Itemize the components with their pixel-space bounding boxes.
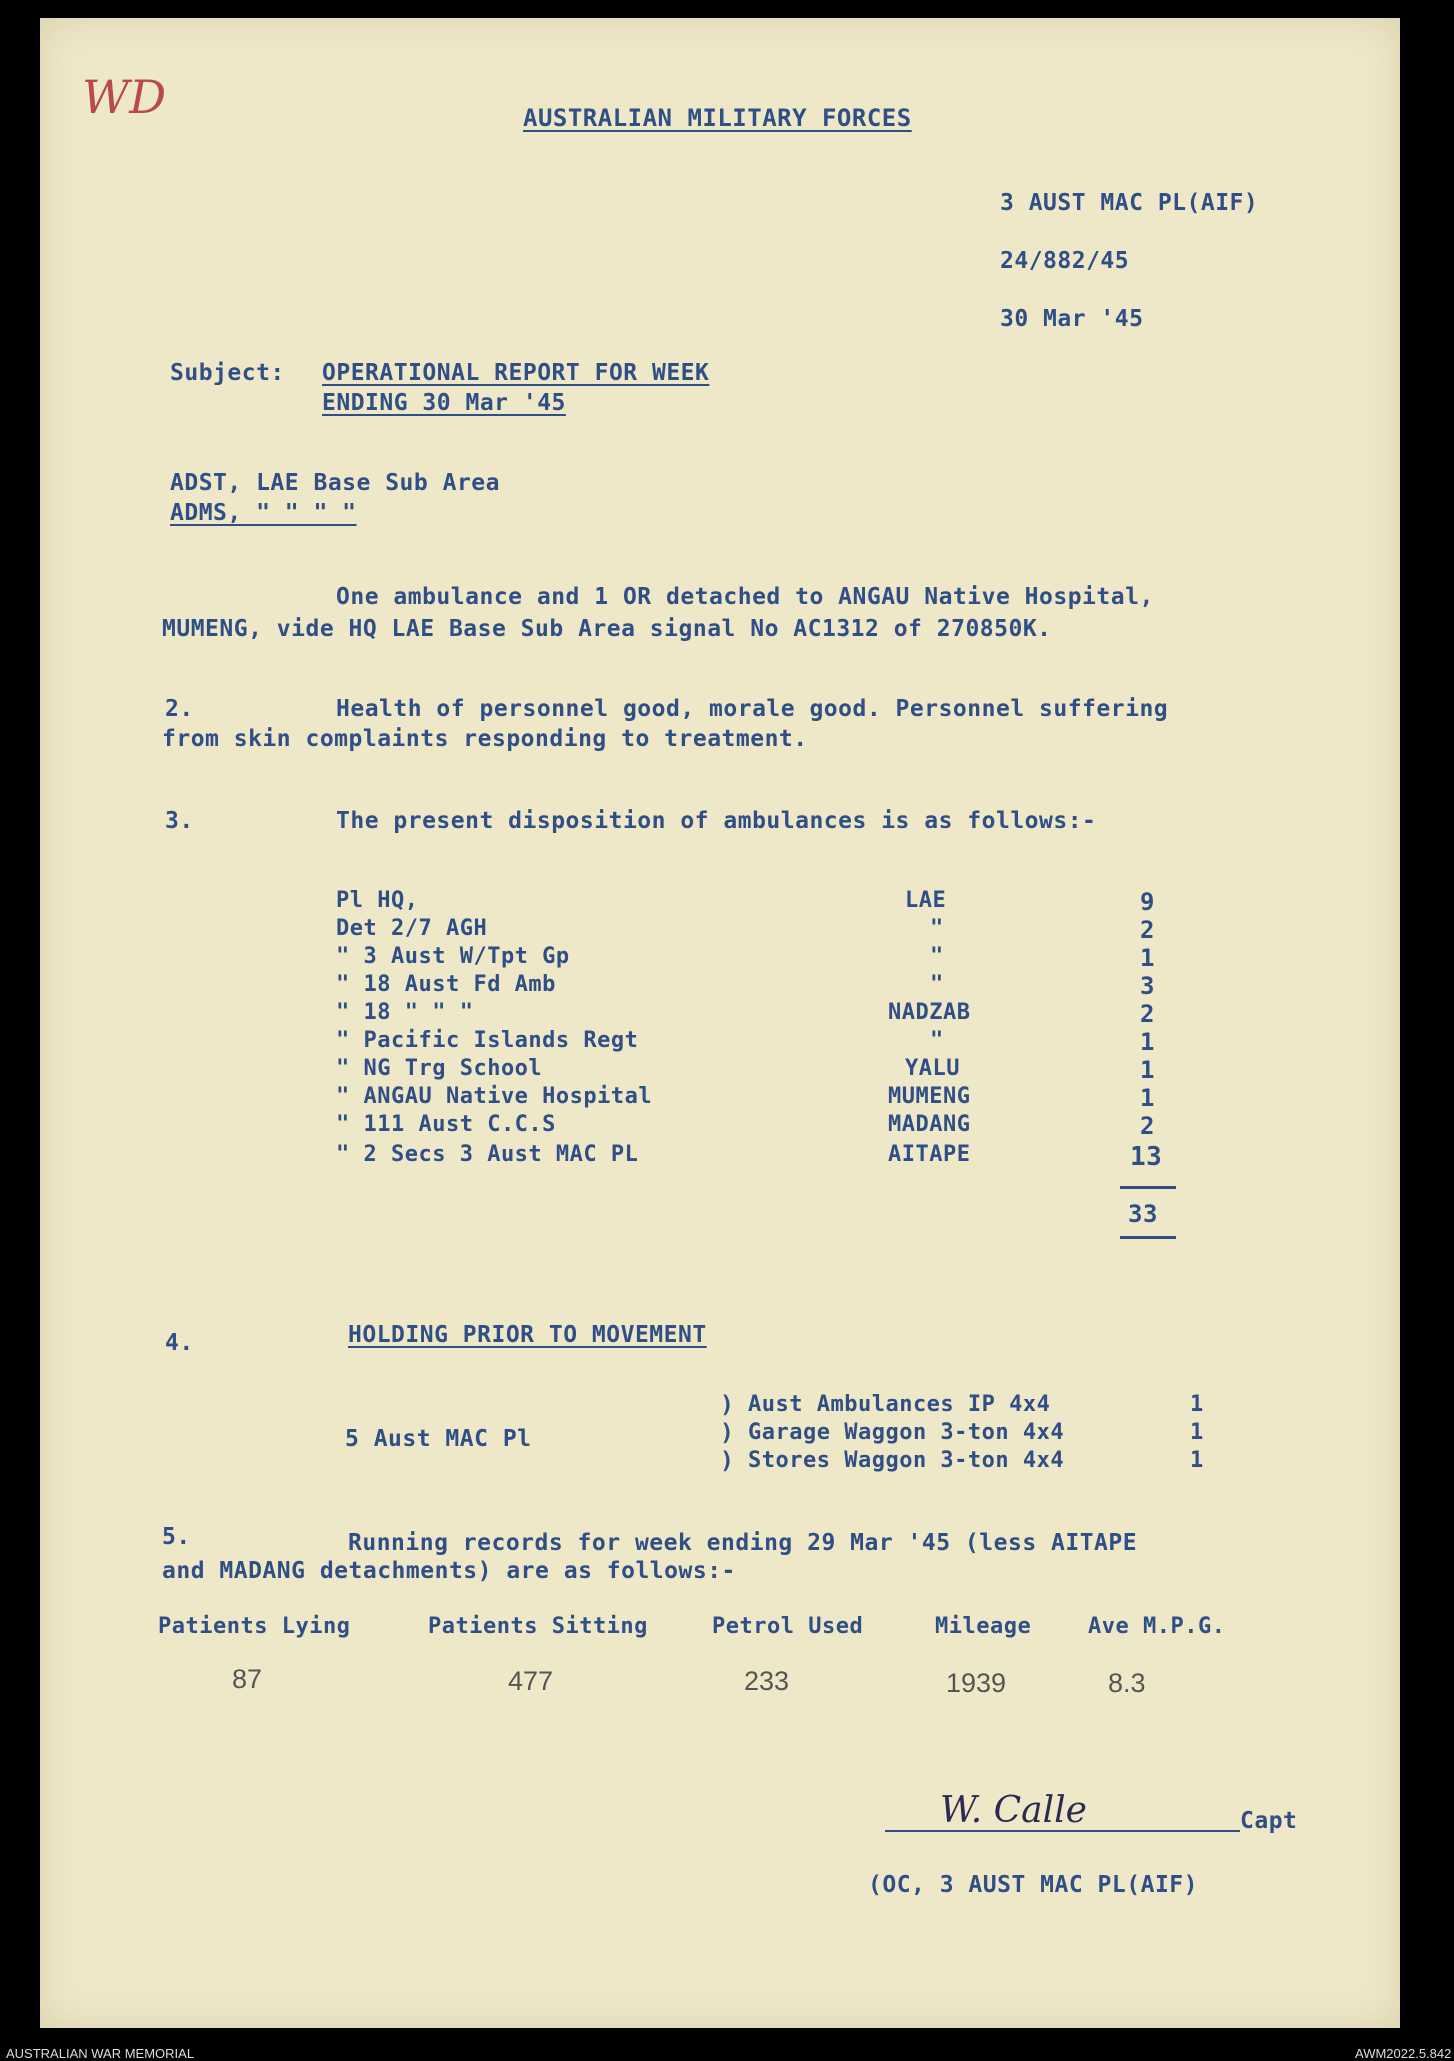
records-value: 8.3 bbox=[1108, 1668, 1146, 1698]
records-header: Patients Sitting bbox=[428, 1614, 648, 1639]
records-value: 477 bbox=[508, 1666, 554, 1696]
row-unit: " 18 " " " bbox=[336, 1000, 474, 1025]
para2-line-1: Health of personnel good, morale good. Personnel suffering bbox=[336, 696, 1169, 722]
table-row bbox=[0, 916, 1454, 946]
row-location: MUMENG bbox=[888, 1084, 971, 1109]
handwritten-annotation: WD bbox=[82, 70, 167, 124]
total-rule-bottom bbox=[1120, 1236, 1176, 1239]
row-location: LAE bbox=[905, 888, 947, 913]
row-location: " bbox=[930, 944, 944, 969]
row-unit: " 111 Aust C.C.S bbox=[336, 1112, 556, 1137]
records-value: 233 bbox=[744, 1666, 790, 1696]
subject-line-2: ENDING 30 Mar '45 bbox=[322, 390, 566, 416]
row-unit: Pl HQ, bbox=[336, 888, 419, 913]
table-row bbox=[0, 1112, 1454, 1142]
total-rule-top bbox=[1120, 1186, 1176, 1189]
row-location: MADANG bbox=[888, 1112, 971, 1137]
para5-line-1: Running records for week ending 29 Mar '45 (less AITAPE bbox=[348, 1530, 1138, 1556]
row-quantity: 1 bbox=[1140, 1028, 1155, 1056]
row-quantity: 1 bbox=[1140, 1056, 1155, 1084]
row-quantity: 1 bbox=[1140, 944, 1155, 972]
row-quantity: 9 bbox=[1140, 888, 1155, 916]
row-location: AITAPE bbox=[888, 1142, 971, 1167]
records-header: Patients Lying bbox=[158, 1614, 351, 1639]
addressee-2: ADMS, " " " " bbox=[170, 500, 357, 526]
para2-line-2: from skin complaints responding to treatment. bbox=[162, 726, 808, 752]
row-quantity: 13 bbox=[1130, 1142, 1163, 1172]
document-date: 30 Mar '45 bbox=[1000, 306, 1144, 332]
brace-3: ) bbox=[720, 1448, 735, 1474]
row-unit: " ANGAU Native Hospital bbox=[336, 1084, 653, 1109]
para1-line-1: One ambulance and 1 OR detached to ANGAU Native Hospital, bbox=[336, 584, 1154, 610]
subject-label: Subject: bbox=[170, 360, 285, 386]
row-location: NADZAB bbox=[888, 1000, 971, 1025]
signatory-rank: Capt bbox=[1240, 1808, 1298, 1834]
records-header: Ave M.P.G. bbox=[1088, 1614, 1226, 1639]
table-row bbox=[0, 1056, 1454, 1086]
disposition-total: 33 bbox=[1128, 1200, 1158, 1228]
row-unit: " Pacific Islands Regt bbox=[336, 1028, 639, 1053]
holding-item-qty: 1 bbox=[1190, 1392, 1204, 1417]
holding-item-desc: Stores Waggon 3-ton 4x4 bbox=[748, 1448, 1065, 1473]
para2-number: 2. bbox=[165, 696, 194, 722]
table-row bbox=[0, 944, 1454, 974]
row-quantity: 3 bbox=[1140, 972, 1155, 1000]
row-location: " bbox=[930, 972, 944, 997]
table-row bbox=[0, 1142, 1454, 1172]
row-unit: Det 2/7 AGH bbox=[336, 916, 488, 941]
unit-designation: 3 AUST MAC PL(AIF) bbox=[1000, 190, 1259, 216]
holding-item-qty: 1 bbox=[1190, 1448, 1204, 1473]
signatory-designation: (OC, 3 AUST MAC PL(AIF) bbox=[868, 1872, 1198, 1898]
row-quantity: 2 bbox=[1140, 916, 1155, 944]
subject-line-1: OPERATIONAL REPORT FOR WEEK bbox=[322, 360, 710, 386]
para3-number: 3. bbox=[165, 808, 194, 834]
table-row bbox=[0, 1084, 1454, 1114]
brace-2: ) bbox=[720, 1420, 735, 1446]
footer-catalogue-id: AWM2022.5.842 bbox=[1355, 2046, 1452, 2061]
row-unit: " 18 Aust Fd Amb bbox=[336, 972, 556, 997]
footer-source: AUSTRALIAN WAR MEMORIAL bbox=[6, 2046, 195, 2061]
row-unit: " 3 Aust W/Tpt Gp bbox=[336, 944, 570, 969]
reference-number: 24/882/45 bbox=[1000, 248, 1130, 274]
row-unit: " NG Trg School bbox=[336, 1056, 543, 1081]
para4-number: 4. bbox=[165, 1330, 194, 1356]
holding-item-desc: Garage Waggon 3-ton 4x4 bbox=[748, 1420, 1065, 1445]
row-location: " bbox=[930, 1028, 944, 1053]
table-row bbox=[0, 1000, 1454, 1030]
para5-number: 5. bbox=[162, 1524, 191, 1550]
para4-heading: HOLDING PRIOR TO MOVEMENT bbox=[348, 1322, 707, 1348]
table-row bbox=[0, 1028, 1454, 1058]
signature: W. Calle bbox=[940, 1790, 1087, 1831]
records-header: Petrol Used bbox=[712, 1614, 864, 1639]
records-value: 1939 bbox=[946, 1668, 1007, 1698]
row-quantity: 1 bbox=[1140, 1084, 1155, 1112]
brace-1: ) bbox=[720, 1392, 735, 1418]
row-quantity: 2 bbox=[1140, 1000, 1155, 1028]
para5-line-2: and MADANG detachments) are as follows:- bbox=[162, 1558, 736, 1584]
para3-intro: The present disposition of ambulances is as follows:- bbox=[336, 808, 1097, 834]
holding-item-qty: 1 bbox=[1190, 1420, 1204, 1445]
row-quantity: 2 bbox=[1140, 1112, 1155, 1140]
table-row bbox=[0, 888, 1454, 918]
records-header: Mileage bbox=[935, 1614, 1032, 1639]
addressee-1: ADST, LAE Base Sub Area bbox=[170, 470, 500, 496]
document-title: AUSTRALIAN MILITARY FORCES bbox=[523, 104, 912, 132]
holding-unit: 5 Aust MAC Pl bbox=[345, 1426, 532, 1452]
row-location: YALU bbox=[905, 1056, 960, 1081]
holding-item-desc: Aust Ambulances IP 4x4 bbox=[748, 1392, 1051, 1417]
records-value: 87 bbox=[232, 1664, 263, 1694]
row-location: " bbox=[930, 916, 944, 941]
para1-line-2: MUMENG, vide HQ LAE Base Sub Area signal No AC1312 of 270850K. bbox=[162, 616, 1052, 642]
row-unit: " 2 Secs 3 Aust MAC PL bbox=[336, 1142, 639, 1167]
table-row bbox=[0, 972, 1454, 1002]
